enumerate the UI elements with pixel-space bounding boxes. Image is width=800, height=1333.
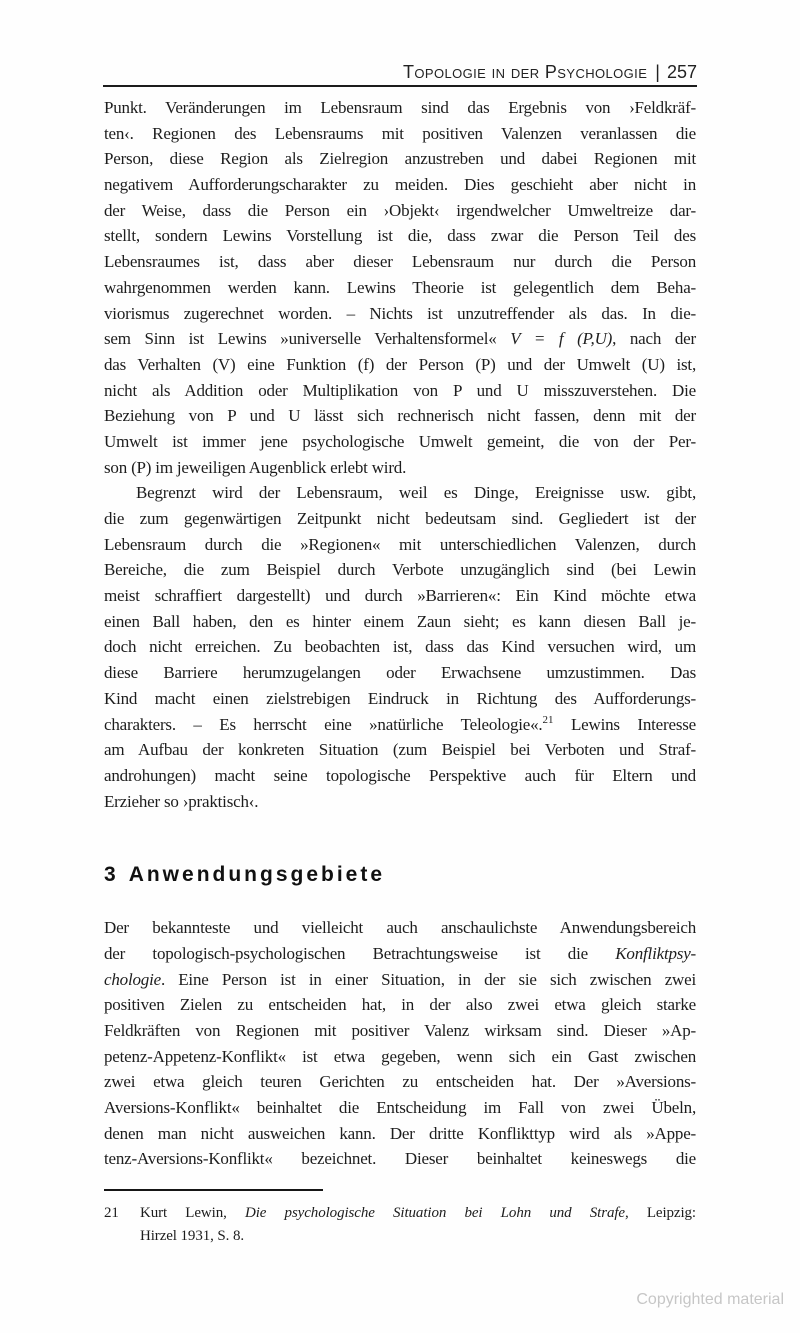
text-line: ten‹. Regionen des Lebensraums mit positiven Valenzen veranlassen die [104, 123, 696, 143]
footnote-21 [104, 1202, 696, 1248]
text-line: Person, diese Region als Zielregion anzustreben und dabei Regionen mit [104, 149, 696, 169]
text-line: Feldkräften von Regionen mit positiver Valenz wirksam sind. Dieser »Ap- [104, 1021, 696, 1040]
text-line: der Weise, dass die Person ein ›Objekt‹ irgendwelcher Umweltreize dar- [104, 200, 696, 220]
text-line: Der bekannteste und vielleicht auch anschaulichste Anwendungsbereich [104, 918, 696, 938]
paragraph-2 [104, 480, 696, 814]
text-line: meist schraffiert dargestellt) und durch »Barrieren«: Ein Kind möchte etwa [104, 586, 696, 606]
section-heading [104, 861, 696, 889]
text-line: charakters. – Es herrscht eine »natürliche Teleologie«.$^{21}$ Lewins Interesse [104, 713, 696, 734]
footnote-line: Kurt Lewin, Die psychologische Situation bei Lohn und Strafe, Leipzig: [140, 1205, 697, 1221]
text-line: doch nicht erreichen. Zu beobachten ist, dass das Kind versuchen wird, um [104, 637, 696, 657]
copyright-watermark: Copyrighted material [636, 1291, 784, 1308]
text-line: androhungen) macht seine topologische Perspektive auch für Eltern und [104, 765, 696, 785]
text-line: wahrgenommen werden kann. Lewins Theorie ist gelegentlich dem Beha- [104, 277, 696, 297]
text-line: Aversions-Konflikt« beinhaltet die Entscheidung im Fall von zwei Übeln, [104, 1098, 696, 1118]
text-line: Punkt. Veränderungen im Lebensraum sind das Ergebnis von ›Feldkräf- [104, 98, 696, 117]
text-line: negativem Aufforderungscharakter zu meiden. Dies geschieht aber nicht in [104, 175, 696, 195]
text-line: son (P) im jeweiligen Augenblick erlebt wird. [104, 457, 407, 477]
section-number: 3 [104, 863, 119, 887]
paragraph-3 [104, 915, 696, 1172]
text-line: einen Ball haben, den es hinter einem Zaun sieht; es kann diesen Ball je- [104, 611, 696, 631]
header-rule [103, 85, 697, 87]
body-text [104, 95, 696, 1172]
text-line: zwei etwa gleich teuren Gerichten zu entscheiden hat. Der »Aversions- [104, 1072, 696, 1092]
text-line: tenz-Aversions-Konflikt« bezeichnet. Dieser beinhaltet keineswegs die [104, 1149, 696, 1169]
footnote-text [140, 1202, 696, 1248]
running-head-title: Topologie in der Psychologie [403, 62, 648, 82]
footnote-line: Hirzel 1931, S. 8. [140, 1228, 245, 1244]
text-line: Lebensraumes ist, dass aber dieser Lebensraum nur durch die Person [104, 252, 696, 272]
text-line: stellt, sondern Lewins Vorstellung ist die, dass zwar die Person Teil des [104, 226, 696, 246]
text-line: Erzieher so ›praktisch‹. [104, 791, 259, 811]
text-line: die zum gegenwärtigen Zeitpunkt nicht bedeutsam sind. Gegliedert ist der [104, 509, 696, 528]
text-line: positiven Zielen zu entscheiden hat, in der also zwei etwa gleich starke [104, 995, 696, 1015]
text-line: Bereiche, die zum Beispiel durch Verbote unzugänglich sind (bei Lewin [104, 560, 696, 580]
text-line: am Aufbau der konkreten Situation (zum Beispiel bei Verboten und Straf- [104, 740, 696, 760]
text-line: petenz-Appetenz-Konflikt« ist etwa gegeben, wenn sich ein Gast zwischen [104, 1046, 696, 1066]
paragraph-1 [104, 95, 696, 480]
text-line: der topologisch-psychologischen Betrachtungsweise ist die Konfliktpsy- [104, 943, 696, 963]
text-line: Beziehung von P und U lässt sich rechnerisch nicht fassen, denn mit der [104, 406, 696, 426]
text-line: denen man nicht ausweichen kann. Der dritte Konflikttyp wird als »Appe- [104, 1123, 696, 1143]
running-head [104, 61, 697, 83]
text-line: chologie. Eine Person ist in einer Situation, in der sie sich zwischen zwei [104, 969, 696, 989]
text-line: Umwelt ist immer jene psychologische Umwelt gemeint, die von der Per- [104, 431, 696, 451]
footnote-rule [104, 1189, 323, 1191]
text-line: nicht als Addition oder Multiplikation von P und U misszuverstehen. Die [104, 380, 696, 400]
page-number: 257 [666, 62, 697, 82]
text-line: Kind macht einen zielstrebigen Eindruck in Richtung des Aufforderungs- [104, 688, 696, 708]
footnote-number: 21 [104, 1205, 119, 1221]
text-line: das Verhalten (V) eine Funktion (f) der Person (P) und der Umwelt (U) ist, [104, 354, 696, 374]
running-head-separator: | [655, 62, 660, 82]
text-line: Begrenzt wird der Lebensraum, weil es Dinge, Ereignisse usw. gibt, [136, 483, 696, 503]
text-line: viorismus zugerechnet worden. – Nichts ist unzutreffender als das. In die- [104, 303, 696, 323]
text-line: diese Barriere herumzugelangen oder Erwachsene umzustimmen. Das [104, 663, 696, 683]
text-line: sem Sinn ist Lewins »universelle Verhaltensformel« V = f (P,U), nach der [104, 329, 696, 349]
section-title: Anwendungsgebiete [128, 863, 386, 887]
text-line: Lebensraum durch die »Regionen« mit unterschiedlichen Valenzen, durch [104, 534, 696, 554]
